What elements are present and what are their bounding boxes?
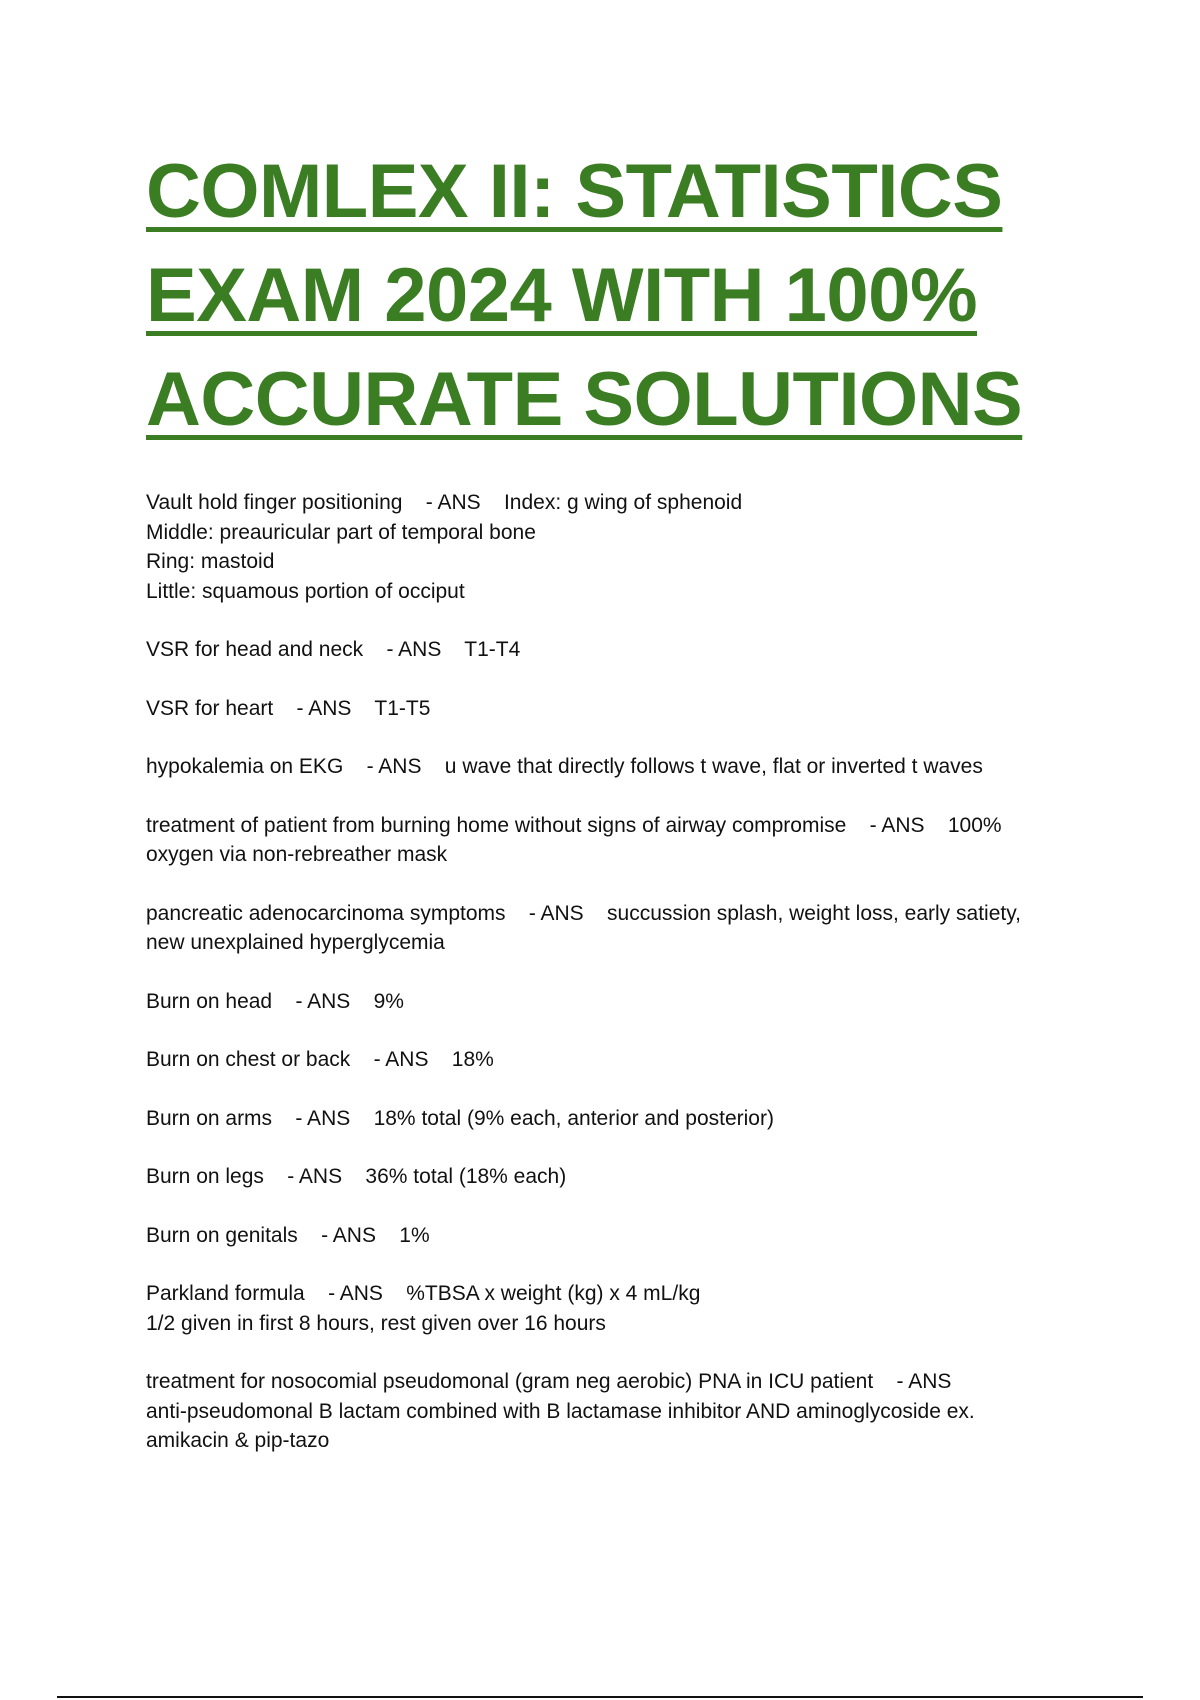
qa-entry-line: Burn on legs - ANS 36% total (18% each) <box>146 1165 567 1188</box>
qa-entry-line: Middle: preauricular part of temporal bone <box>146 520 536 544</box>
qa-entry-line: hypokalemia on EKG - ANS u wave that directly follows t wave, flat or inverted t waves <box>146 755 983 778</box>
qa-entry <box>146 1045 1086 1075</box>
qa-entry <box>146 1279 1086 1338</box>
qa-entry-line: new unexplained hyperglycemia <box>146 931 445 954</box>
qa-entry-line: VSR for head and neck - ANS T1-T4 <box>146 638 521 661</box>
title-line: EXAM 2024 WITH 100% <box>146 253 978 338</box>
qa-entry-line: Ring: mastoid <box>146 550 275 573</box>
qa-entry-line: Burn on head - ANS 9% <box>146 989 404 1013</box>
qa-entry-line: Parkland formula - ANS %TBSA x weight (kg) x 4 mL/kg <box>146 1282 701 1305</box>
qa-entry-line: oxygen via non-rebreather mask <box>146 843 448 866</box>
qa-entry <box>146 1367 1086 1456</box>
qa-entry-line: treatment of patient from burning home without signs of airway compromise - ANS 100% <box>146 813 1002 837</box>
qa-entry <box>146 811 1086 870</box>
qa-entry <box>146 899 1086 958</box>
qa-entry-line: Burn on chest or back - ANS 18% <box>146 1048 494 1071</box>
footer-divider <box>57 1696 1143 1698</box>
qa-entry <box>146 1221 1086 1251</box>
qa-entry-line: Vault hold finger positioning - ANS Index: g wing of sphenoid <box>146 491 743 514</box>
qa-entry-line: anti-pseudomonal B lactam combined with B lactamase inhibitor AND aminoglycoside ex. <box>146 1399 975 1423</box>
qa-entry <box>146 1104 1086 1134</box>
qa-entry-line: treatment for nosocomial pseudomonal (gram neg aerobic) PNA in ICU patient - ANS <box>146 1370 952 1393</box>
qa-entry-line: VSR for heart - ANS T1-T5 <box>146 696 431 720</box>
page-title <box>146 140 1106 452</box>
qa-entry-line: 1/2 given in first 8 hours, rest given over 16 hours <box>146 1311 606 1335</box>
qa-entry <box>146 752 1086 782</box>
qa-entry <box>146 694 1086 724</box>
qa-entry <box>146 1162 1086 1192</box>
qa-entry-line: Little: squamous portion of occiput <box>146 579 465 603</box>
qa-entry-line: Burn on genitals - ANS 1% <box>146 1223 430 1247</box>
qa-entry-line: amikacin & pip-tazo <box>146 1429 330 1452</box>
qa-entry-line: Burn on arms - ANS 18% total (9% each, anterior and posterior) <box>146 1106 774 1130</box>
title-line: ACCURATE SOLUTIONS <box>146 357 1023 442</box>
qa-entry <box>146 987 1086 1017</box>
qa-entry <box>146 635 1086 665</box>
qa-entry <box>146 488 1086 606</box>
qa-entry-line: pancreatic adenocarcinoma symptoms - ANS succussion splash, weight loss, early satiety, <box>146 901 1021 925</box>
title-line: COMLEX II: STATISTICS <box>146 149 1003 234</box>
question-answer-list <box>146 488 1086 1485</box>
